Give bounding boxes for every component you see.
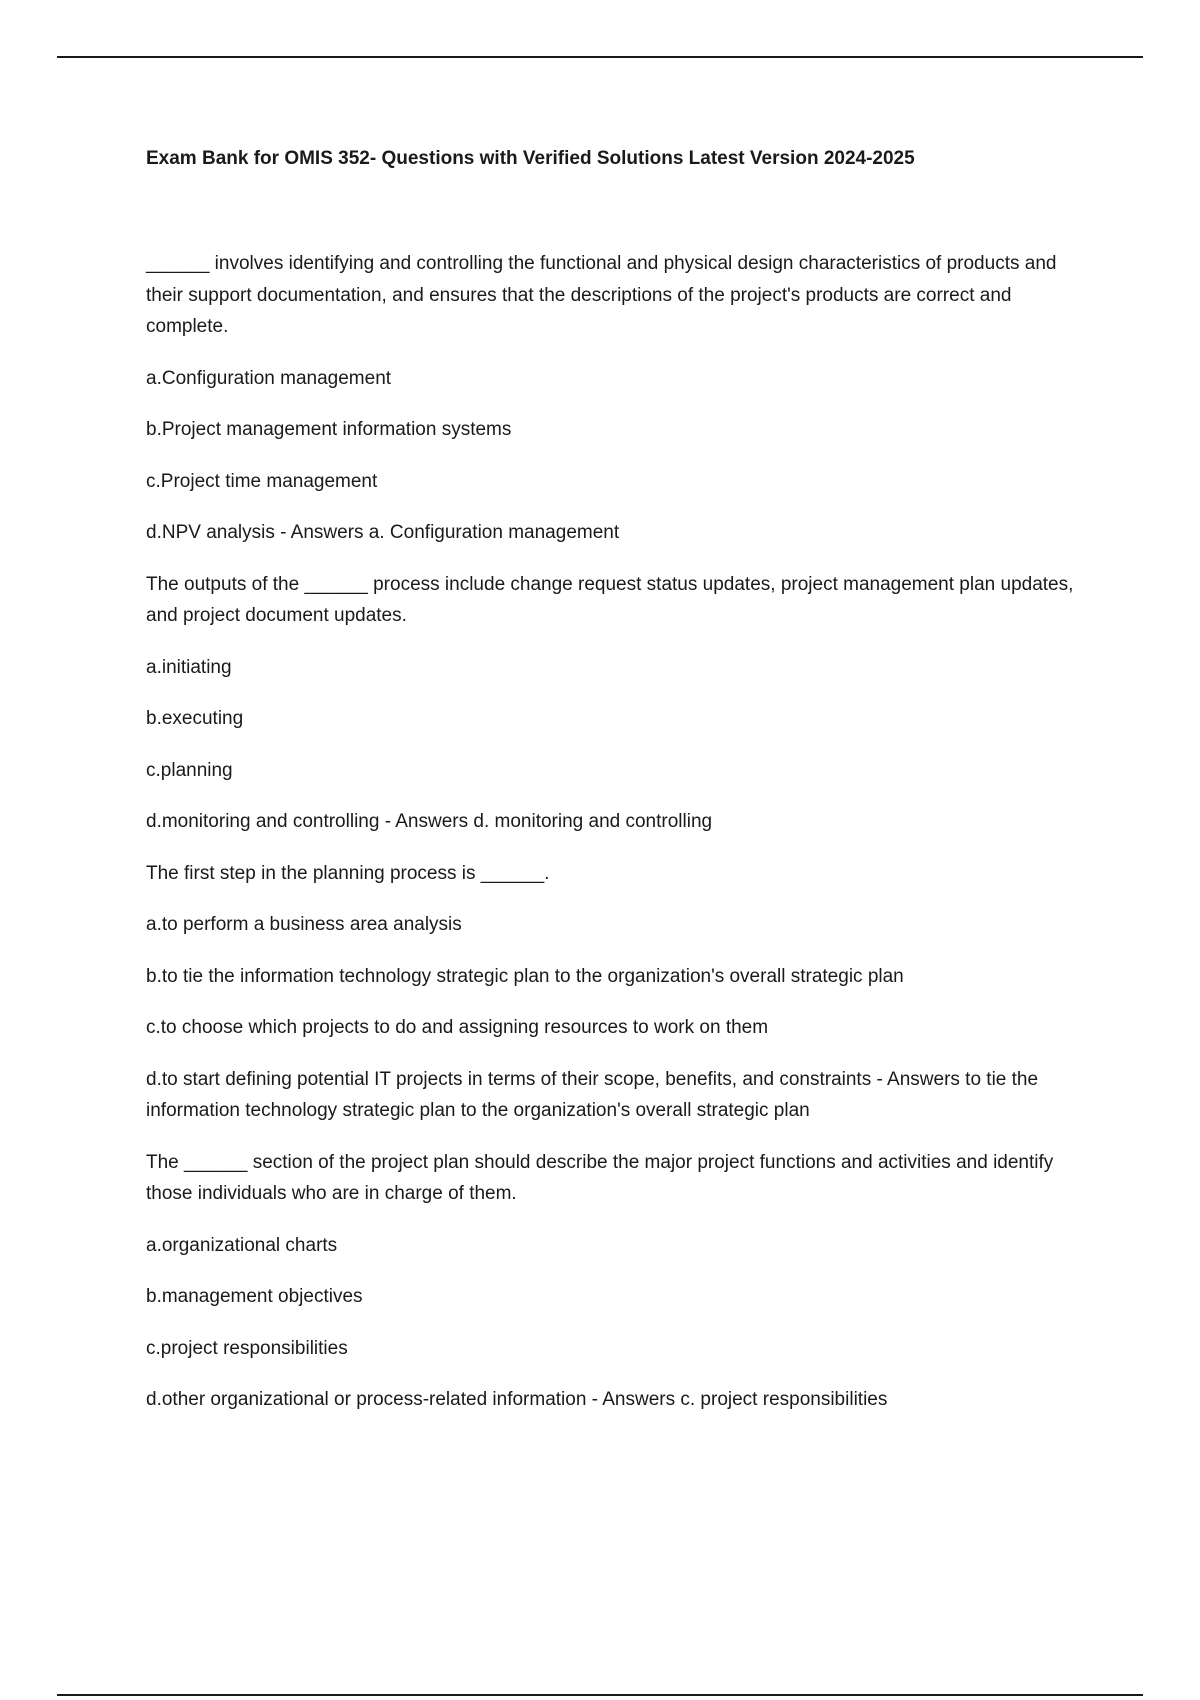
question-4-option-d-answer: d.other organizational or process-related information - Answers c. project responsibilities: [146, 1389, 888, 1410]
question-3-option-c: c.to choose which projects to do and assigning resources to work on them: [146, 1017, 769, 1038]
question-1-prompt: ______ involves identifying and controlling the functional and physical design characteristics of products and their support documentation, and ensures that the descriptions of the project's products are correct and complete.: [146, 253, 1057, 337]
question-1-option-a: a.Configuration management: [146, 367, 392, 389]
bottom-divider: [57, 1694, 1143, 1696]
question-4-option-b: b.management objectives: [146, 1286, 363, 1307]
question-2-option-c: c.planning: [146, 759, 233, 781]
question-2-prompt: The outputs of the ______ process include change request status updates, project management plan updates, and project document updates.: [146, 573, 1074, 626]
question-2-option-a: a.initiating: [146, 656, 232, 678]
question-3-option-b: b.to tie the information technology strategic plan to the organization's overall strategic plan: [146, 965, 904, 987]
question-list: [146, 248, 1096, 1436]
document-title: Exam Bank for OMIS 352- Questions with Verified Solutions Latest Version 2024-2025: [146, 148, 915, 169]
question-3-option-d-answer: d.to start defining potential IT projects in terms of their scope, benefits, and constraints - Answers to tie the information technology strategic plan to the organization's overall strategic plan: [146, 1068, 1039, 1121]
question-2-option-b: b.executing: [146, 708, 244, 729]
question-4-option-c: c.project responsibilities: [146, 1337, 348, 1359]
question-1-option-c: c.Project time management: [146, 470, 378, 492]
question-4-prompt: The ______ section of the project plan should describe the major project functions and activities and identify those individuals who are in charge of them.: [146, 1151, 1054, 1204]
question-2-option-d-answer: d.monitoring and controlling - Answers d. monitoring and controlling: [146, 811, 713, 832]
question-3-prompt: The first step in the planning process is ______.: [146, 862, 550, 884]
top-divider: [57, 56, 1143, 58]
question-1-option-b: b.Project management information systems: [146, 419, 512, 440]
question-4-option-a: a.organizational charts: [146, 1234, 338, 1256]
question-3-option-a: a.to perform a business area analysis: [146, 914, 462, 935]
question-1-option-d-answer: d.NPV analysis - Answers a. Configuration management: [146, 522, 620, 543]
